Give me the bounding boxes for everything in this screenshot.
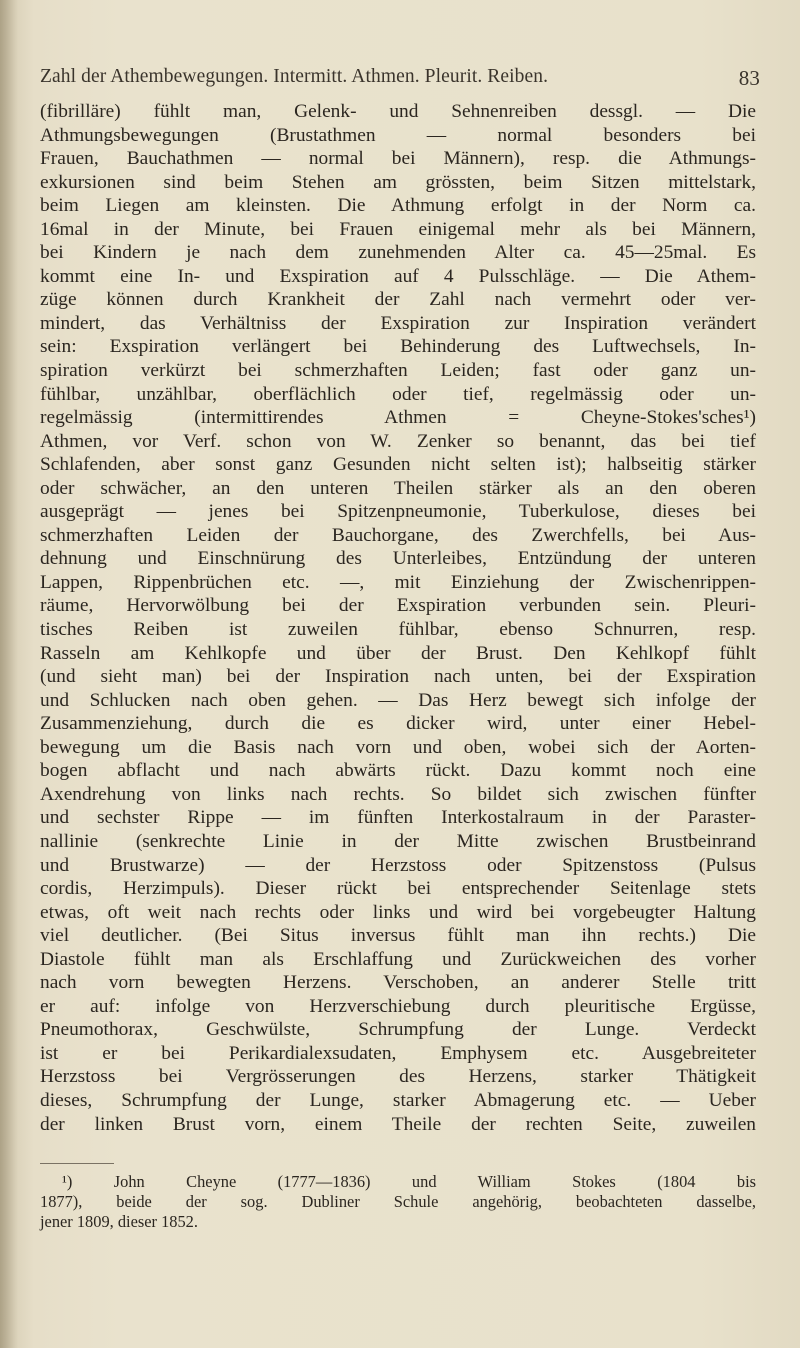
text-line: bewegung um die Basis nach vorn und oben, wobei sich der Aorten- [40,736,756,758]
text-line: (fibrilläre) fühlt man, Gelenk- und Sehnenreiben dessgl. — Die [40,101,756,122]
text-line: fühlbar, unzählbar, oberflächlich oder tief, regelmässig oder un- [40,383,756,405]
text-line: Schlafenden, aber sonst ganz Gesunden nicht selten ist); halbseitig stärker [40,454,756,476]
text-line: cordis, Herzimpuls). Dieser rückt bei entsprechender Seitenlage stets [40,878,756,900]
text-line: spiration verkürzt bei schmerzhaften Leiden; fast oder ganz un- [40,360,756,382]
text-line: bogen abflacht und nach abwärts rückt. Dazu kommt noch eine [40,760,756,782]
text-line: dieses, Schrumpfung der Lunge, starker Abmagerung etc. — Ueber [40,1089,756,1111]
text-line: bei Kindern je nach dem zunehmenden Alter ca. 45—25mal. Es [40,242,756,264]
text-line: Lappen, Rippenbrüchen etc. —, mit Einziehung der Zwischenrippen- [40,571,756,593]
text-line: 16mal in der Minute, bei Frauen einigemal mehr als bei Männern, [40,218,756,240]
text-line: ausgeprägt — jenes bei Spitzenpneumonie, Tuberkulose, dieses bei [40,501,756,523]
text-line: Axendrehung von links nach rechts. So bildet sich zwischen fünfter [40,783,756,805]
text-line: Athmen, vor Verf. schon von W. Zenker so benannt, das bei tief [40,430,756,452]
text-line: mindert, das Verhältniss der Exspiration zur Inspiration verändert [40,312,756,334]
text-line: nach vorn bewegten Herzens. Verschoben, an anderer Stelle tritt [40,972,756,994]
text-line: exkursionen sind beim Stehen am grössten, beim Sitzen mittelstark, [40,171,756,193]
text-line: räume, Hervorwölbung bei der Exspiration verbunden sein. Pleuri- [40,595,756,617]
text-line: kommt eine In- und Exspiration auf 4 Pulsschläge. — Die Athem- [40,265,756,287]
binding-shadow [0,0,18,1348]
text-line: beim Liegen am kleinsten. Die Athmung erfolgt in der Norm ca. [40,195,756,217]
text-line: regelmässig (intermittirendes Athmen = Cheyne-Stokes'sches¹) [40,407,756,429]
text-line: und sechster Rippe — im fünften Interkostalraum in der Paraster- [40,807,756,829]
text-line: Zusammenziehung, durch die es dicker wird, unter einer Hebel- [40,713,756,735]
text-line: (und sieht man) bei der Inspiration nach unten, bei der Exspiration [40,666,756,688]
text-line: und Schlucken nach oben gehen. — Das Herz bewegt sich infolge der [40,689,756,711]
footnote-separator [40,1163,114,1164]
page-number: 83 [738,66,760,90]
text-line: er auf: infolge von Herzverschiebung durch pleuritische Ergüsse, [40,995,756,1017]
text-line: Rasseln am Kehlkopfe und über der Brust. Den Kehlkopf fühlt [40,642,756,664]
text-line: der linken Brust vorn, einem Theile der rechten Seite, zuweilen [40,1113,756,1135]
footnote-line: ¹) John Cheyne (1777—1836) und William Stokes (1804 bis [62,1172,756,1191]
footnote-line: jener 1809, dieser 1852. [40,1212,198,1231]
running-title: Zahl der Athembewegungen. Intermitt. Athmen. Pleurit. Reiben. [40,66,549,87]
text-line: dehnung und Einschnürung des Unterleibes, Entzündung der unteren [40,548,756,570]
body-text [40,100,756,1136]
text-line: sein: Exspiration verlängert bei Behinderung des Luftwechsels, In- [40,336,756,358]
text-line: oder schwächer, an den unteren Theilen stärker als an den oberen [40,477,756,499]
running-header [40,66,760,88]
text-line: schmerzhaften Leiden der Bauchorgane, des Zwerchfells, bei Aus- [40,524,756,546]
text-line: züge können durch Krankheit der Zahl nach vermehrt oder ver- [40,289,756,311]
text-line: etwas, oft weit nach rechts oder links und wird bei vorgebeugter Haltung [40,901,756,923]
text-line: Diastole fühlt man als Erschlaffung und Zurückweichen des vorher [40,948,756,970]
text-line: Athmungsbewegungen (Brustathmen — normal besonders bei [40,124,756,146]
text-line: viel deutlicher. (Bei Situs inversus fühlt man ihn rechts.) Die [40,925,756,947]
text-line: tisches Reiben ist zuweilen fühlbar, ebenso Schnurren, resp. [40,619,756,641]
text-line: Pneumothorax, Geschwülste, Schrumpfung der Lunge. Verdeckt [40,1019,756,1041]
text-line: Frauen, Bauchathmen — normal bei Männern), resp. die Athmungs- [40,148,756,170]
footnote-line: 1877), beide der sog. Dubliner Schule angehörig, beobachteten dasselbe, [40,1192,756,1211]
text-line: ist er bei Perikardialexsudaten, Emphysem etc. Ausgebreiteter [40,1042,756,1064]
text-line: nallinie (senkrechte Linie in der Mitte zwischen Brustbeinrand [40,830,756,852]
footnotes [40,1172,756,1232]
text-line: Herzstoss bei Vergrösserungen des Herzens, starker Thätigkeit [40,1066,756,1088]
text-line: und Brustwarze) — der Herzstoss oder Spitzenstoss (Pulsus [40,854,756,876]
